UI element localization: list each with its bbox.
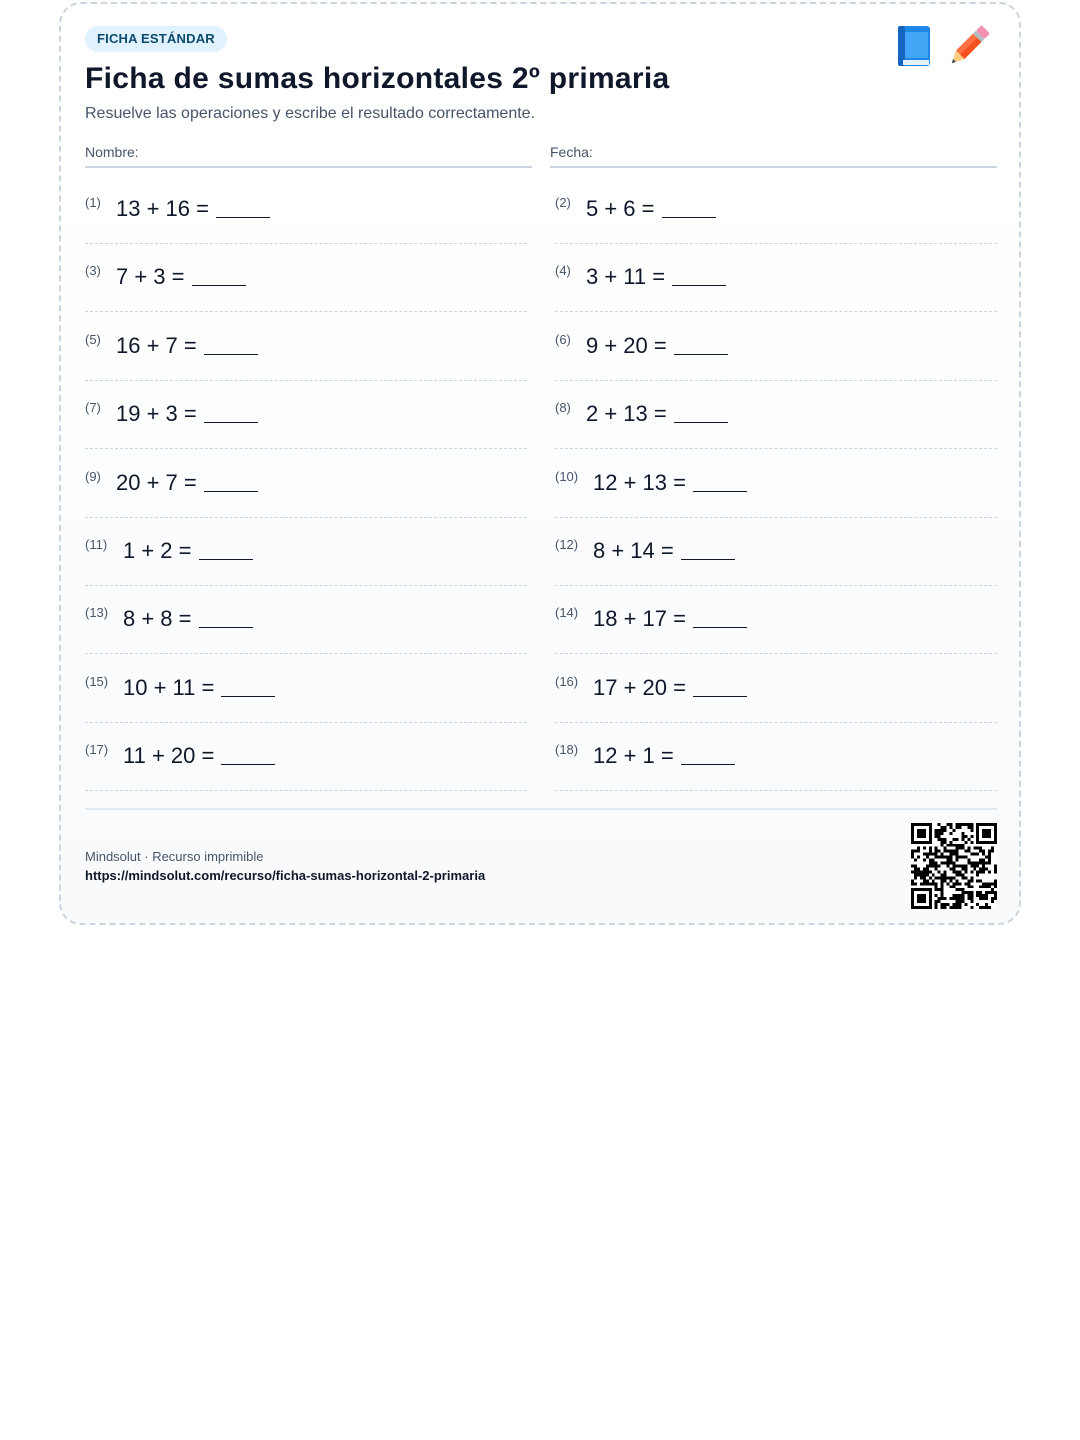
answer-blank[interactable] <box>693 472 747 492</box>
expression-text: 10 + 11 = <box>123 674 215 700</box>
problem-number: (3) <box>85 263 101 279</box>
name-label: Nombre: <box>85 144 139 160</box>
book-icon <box>895 24 933 68</box>
answer-blank[interactable] <box>192 266 246 286</box>
page-title: Ficha de sumas horizontales 2º primaria <box>85 62 670 95</box>
problem-expression <box>593 606 747 632</box>
problem-item <box>85 380 527 449</box>
sheet-type-badge: FICHA ESTÁNDAR <box>85 26 227 52</box>
problem-number: (12) <box>555 537 579 552</box>
problem-item <box>85 585 527 654</box>
problem-item <box>85 517 527 586</box>
problem-number: (14) <box>555 605 579 621</box>
answer-blank[interactable] <box>204 403 258 423</box>
problem-item <box>555 654 997 723</box>
answer-blank[interactable] <box>199 540 253 560</box>
answer-blank[interactable] <box>681 540 735 560</box>
problem-number: (1) <box>85 195 101 210</box>
date-field[interactable] <box>550 144 997 168</box>
answer-blank[interactable] <box>662 198 716 218</box>
qr-code-icon <box>911 823 997 909</box>
problem-number: (6) <box>555 331 571 347</box>
problem-expression <box>123 675 275 701</box>
expression-text: 20 + 7 = <box>116 469 197 495</box>
expression-text: 13 + 16 = <box>116 196 209 221</box>
problem-item <box>85 243 527 312</box>
problem-number: (18) <box>555 742 579 758</box>
problem-number: (7) <box>85 400 101 416</box>
problem-number: (10) <box>555 468 579 484</box>
problem-number: (2) <box>555 195 571 210</box>
problem-expression <box>593 675 747 701</box>
expression-text: 16 + 7 = <box>116 332 197 358</box>
problem-expression <box>123 743 275 769</box>
problem-expression <box>593 470 747 496</box>
problem-expression <box>123 606 253 632</box>
expression-text: 8 + 14 = <box>593 538 674 563</box>
expression-text: 9 + 20 = <box>586 332 667 358</box>
problem-expression <box>123 538 253 564</box>
expression-text: 7 + 3 = <box>116 264 185 290</box>
problem-expression <box>586 401 728 427</box>
expression-text: 2 + 13 = <box>586 401 667 427</box>
expression-text: 5 + 6 = <box>586 196 655 221</box>
expression-text: 17 + 20 = <box>593 674 686 700</box>
problem-item <box>85 175 527 244</box>
problem-number: (17) <box>85 742 109 758</box>
answer-blank[interactable] <box>672 266 726 286</box>
answer-blank[interactable] <box>204 335 258 355</box>
problem-number: (15) <box>85 673 109 689</box>
problem-item <box>555 517 997 586</box>
expression-text: 11 + 20 = <box>123 743 215 769</box>
answer-blank[interactable] <box>674 403 728 423</box>
answer-blank[interactable] <box>681 745 735 765</box>
answer-blank[interactable] <box>693 677 747 697</box>
problem-expression <box>586 196 716 222</box>
expression-text: 1 + 2 = <box>123 538 192 563</box>
answer-blank[interactable] <box>216 198 270 218</box>
problem-item <box>85 312 527 381</box>
footer-brand: Mindsolut · Recurso imprimible <box>85 849 264 864</box>
expression-text: 12 + 13 = <box>593 469 686 495</box>
answer-blank[interactable] <box>221 677 275 697</box>
problem-item <box>555 722 997 791</box>
problem-item <box>555 243 997 312</box>
answer-blank[interactable] <box>221 745 275 765</box>
footer-divider <box>85 808 997 810</box>
pencil-icon <box>945 24 991 70</box>
problem-expression <box>116 401 258 427</box>
answer-blank[interactable] <box>204 472 258 492</box>
problem-expression <box>593 538 735 564</box>
worksheet-card <box>59 2 1021 925</box>
problem-expression <box>116 264 246 290</box>
date-label: Fecha: <box>550 144 593 160</box>
problem-item <box>555 175 997 244</box>
problem-item <box>85 722 527 791</box>
problem-item <box>555 449 997 518</box>
problem-number: (5) <box>85 331 101 347</box>
problem-expression <box>586 264 726 290</box>
expression-text: 12 + 1 = <box>593 743 674 769</box>
problem-number: (4) <box>555 263 571 279</box>
problem-item <box>555 585 997 654</box>
footer-url[interactable]: https://mindsolut.com/recurso/ficha-sumas-horizontal-2-primaria <box>85 868 486 883</box>
answer-blank[interactable] <box>674 335 728 355</box>
problem-number: (9) <box>85 468 101 484</box>
problem-expression <box>586 333 728 359</box>
problem-expression <box>116 470 258 496</box>
problem-expression <box>116 333 258 359</box>
problem-number: (8) <box>555 400 571 416</box>
name-field[interactable] <box>85 144 532 168</box>
expression-text: 8 + 8 = <box>123 606 192 632</box>
answer-blank[interactable] <box>199 608 253 628</box>
problem-number: (13) <box>85 605 109 621</box>
problem-expression <box>116 196 270 222</box>
problem-number: (16) <box>555 673 579 689</box>
expression-text: 19 + 3 = <box>116 401 197 427</box>
answer-blank[interactable] <box>693 608 747 628</box>
problem-number: (11) <box>85 537 108 552</box>
problem-item <box>555 312 997 381</box>
problem-item <box>85 449 527 518</box>
problem-expression <box>593 743 735 769</box>
instructions: Resuelve las operaciones y escribe el resultado correctamente. <box>85 105 536 122</box>
problem-item <box>85 654 527 723</box>
problem-item <box>555 380 997 449</box>
expression-text: 18 + 17 = <box>593 606 686 632</box>
expression-text: 3 + 11 = <box>586 264 666 290</box>
